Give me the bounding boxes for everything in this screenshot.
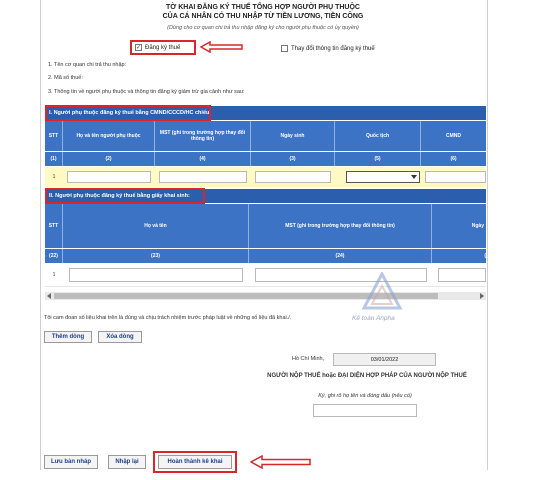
- section1-num: (5): [335, 152, 421, 166]
- delete-row-button[interactable]: Xóa dòng: [98, 331, 142, 343]
- chevron-down-icon: [411, 175, 417, 179]
- section1-num: (2): [63, 152, 155, 166]
- section1-col-stt: STT: [45, 121, 63, 151]
- section2-col-name: Họ và tên: [63, 204, 249, 248]
- watermark-text: Kế toán Anpha: [352, 315, 395, 322]
- section2-col-dob: Ngày: [471, 223, 484, 229]
- signature-date-input[interactable]: 03/01/2022: [333, 353, 436, 366]
- declaration-text: Tôi cam đoan số liệu khai trên là đúng và chịu trách nhiệm trước pháp luật về những số liệu đã khai./.: [44, 315, 292, 321]
- section1-col-id: CMND: [446, 133, 461, 139]
- save-draft-button[interactable]: Lưu bản nháp: [44, 455, 98, 469]
- section1-num: (1): [45, 152, 63, 166]
- section2-title: II. Người phụ thuộc đăng ký thuế bằng giấy khai sinh:: [45, 189, 486, 203]
- dependent-info-label: 3. Thông tin về người phụ thuộc và thông tin đăng ký giảm trừ gia cảnh như sau:: [48, 89, 245, 95]
- annotation-box-register: [130, 40, 196, 55]
- form-subtitle: (Dùng cho cơ quan chi trả thu nhập đăng ký cho người phụ thuộc có ủy quyền): [167, 25, 359, 31]
- section1-col-mst: MST (ghi trong trường hợp thay đổi thông tin): [155, 121, 251, 151]
- change-info-checkbox[interactable]: [281, 45, 288, 52]
- section1-mst-input[interactable]: [159, 171, 247, 183]
- section1-title: I. Người phụ thuộc đăng ký thuế bằng CMND/CCCD/HC chiếu:: [45, 106, 486, 120]
- annotation-box-section1: [45, 105, 211, 121]
- section2-num: (24): [249, 249, 432, 263]
- signer-note: Ký, ghi rõ họ tên và đóng dấu (nếu có): [318, 393, 412, 399]
- annotation-arrow-left-icon: [250, 455, 312, 469]
- section1-num: (4): [155, 152, 251, 166]
- section1-num: (6): [450, 156, 457, 162]
- form-title-line1: TỜ KHAI ĐĂNG KÝ THUẾ TỔNG HỢP NGƯỜI PHỤ THUỘC: [166, 4, 360, 11]
- section2-header-row: [45, 204, 486, 248]
- table-horizontal-scrollbar[interactable]: [45, 292, 486, 300]
- section1-col-nationality: Quốc tịch: [335, 121, 421, 151]
- signer-name-input[interactable]: [313, 404, 417, 417]
- change-info-label: Thay đổi thông tin đăng ký thuế: [291, 45, 375, 52]
- scroll-right-icon[interactable]: [479, 293, 485, 299]
- section2-dob-input[interactable]: [438, 268, 486, 282]
- signature-place: Hồ Chí Minh,: [292, 356, 325, 362]
- section1-num: (3): [251, 152, 335, 166]
- section2-number-row: [45, 249, 486, 263]
- reenter-button[interactable]: Nhập lại: [108, 455, 146, 469]
- section1-name-input[interactable]: [67, 171, 151, 183]
- register-label: Đăng ký thuế: [145, 44, 181, 51]
- annotation-box-complete: [153, 451, 237, 473]
- section1-row-number: 1: [52, 174, 56, 180]
- section1-header-row: [45, 121, 486, 151]
- change-info-option[interactable]: [281, 45, 375, 52]
- section1-col-dob: Ngày sinh: [251, 121, 335, 151]
- section2-col-stt: STT: [45, 204, 63, 248]
- section1-data-row: [45, 167, 486, 187]
- payer-name-label: 1. Tên cơ quan chi trả thu nhập:: [48, 62, 127, 68]
- check-icon: ✓: [135, 44, 142, 51]
- section2-row-number: 1: [52, 272, 56, 278]
- section2-num: (: [484, 253, 486, 259]
- section2-col-mst: MST (ghi trong trường hợp thay đổi thông tin): [249, 204, 432, 248]
- section1-dob-input[interactable]: [255, 171, 331, 183]
- complete-declaration-button[interactable]: Hoàn thành kê khai: [158, 455, 232, 469]
- annotation-arrow-left-icon: [200, 41, 244, 53]
- section2-name-input[interactable]: [69, 268, 243, 282]
- section1-nationality-select[interactable]: [346, 171, 420, 183]
- section1-col-name: Họ và tên người phụ thuộc: [63, 121, 155, 151]
- section2-data-row: [45, 264, 486, 287]
- section2-num: (22): [45, 249, 63, 263]
- section1-number-row: [45, 152, 486, 166]
- tax-code-label: 2. Mã số thuế:: [48, 75, 83, 81]
- signer-title: NGƯỜI NỘP THUẾ hoặc ĐẠI DIỆN HỢP PHÁP CỦA NGƯỜI NỘP THUẾ: [267, 373, 467, 379]
- form-title-line2: CỦA CÁ NHÂN CÓ THU NHẬP TỪ TIỀN LƯƠNG, TIỀN CÔNG: [162, 13, 364, 20]
- scroll-left-icon[interactable]: [46, 293, 52, 299]
- section1-id-input[interactable]: [425, 171, 486, 183]
- anpha-logo-icon: [360, 272, 404, 312]
- annotation-box-section2: [45, 188, 205, 204]
- section2-num: (23): [63, 249, 249, 263]
- add-row-button[interactable]: Thêm dòng: [44, 331, 92, 343]
